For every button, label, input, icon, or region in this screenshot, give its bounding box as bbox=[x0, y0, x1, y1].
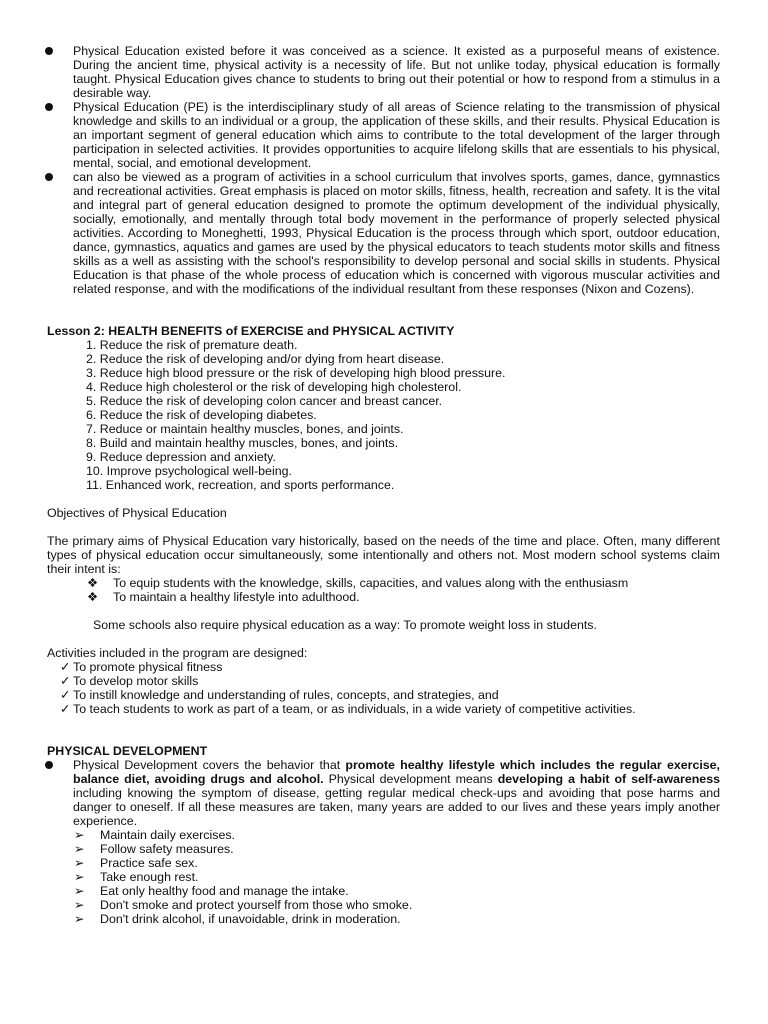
arrow-bullet-icon: ➢ bbox=[74, 898, 85, 912]
list-item: 7. Reduce or maintain healthy muscles, bones, and joints. bbox=[86, 422, 404, 436]
list-item: 2. Reduce the risk of developing and/or dying from heart disease. bbox=[86, 352, 445, 366]
list-item: 6. Reduce the risk of developing diabetes. bbox=[86, 408, 317, 422]
list-item: ➢ Don't smoke and protect yourself from those who smoke. bbox=[74, 898, 413, 912]
objectives-title: Objectives of Physical Education bbox=[47, 506, 227, 520]
activities-list bbox=[60, 660, 636, 716]
arrow-bullet-icon: ➢ bbox=[74, 842, 85, 856]
list-item: ✓ To promote physical fitness bbox=[60, 660, 223, 674]
activities-intro: Activities included in the program are designed: bbox=[47, 646, 308, 660]
list-item: 5. Reduce the risk of developing colon cancer and breast cancer. bbox=[86, 394, 443, 408]
bullet-dot-icon bbox=[45, 173, 53, 181]
intro-paragraph-3: can also be viewed as a program of activities in a school curriculum that involves sports, games, dance, gymnastics and recreational activities. Great emphasis is placed on motor skills, fitness, health, recreation and safety. It is the vital and integral part of general education designed to promote the optimum development of the individual physically, socially, emotionally, and mentally through total body movement in the performance of properly selected physical activities. According to Moneghetti, 1993, Physical Education is the process through which sport, outdoor education, dance, gymnastics, aquatics and games are used by the physical educators to teach students motor skills and fitness skills as a well as assisting with the school's responsibility to develop personal and social skills in students. Physical Education is that phase of the whole process of education which is concerned with vigorous muscular activities and related response, and with the modifications of the individual resultant from these responses (Nixon and Cozens). bbox=[73, 170, 720, 296]
list-item: ❖ To maintain a healthy lifestyle into adulthood. bbox=[87, 590, 360, 604]
intro-paragraph-2: Physical Education (PE) is the interdisciplinary study of all areas of Science relating to the transmission of physical knowledge and skills to an individual or a group, the application of these skills, and their results. Physical Education is an important segment of general education which aims to contribute to the total development of the larger through participation in selected activities. It provides opportunities to acquire lifelong skills that are essentials to his physical, mental, social, and emotional development. bbox=[73, 100, 720, 170]
arrow-bullet-icon: ➢ bbox=[74, 912, 85, 926]
diamond-bullet-icon: ❖ bbox=[87, 590, 99, 604]
arrow-bullet-icon: ➢ bbox=[74, 884, 85, 898]
list-item: ✓ To teach students to work as part of a team, or as individuals, in a wide variety of competitive activities. bbox=[60, 702, 636, 716]
intro-paragraph-1: Physical Education existed before it was conceived as a science. It existed as a purposeful means of existence. During the ancient time, physical activity is a necessity of life. But not unlike today, physical education is formally taught. Physical Education gives chance to students to bring out their potential or how to respond from a stimulus in a desirable way. bbox=[73, 44, 720, 100]
list-item: ➢ Practice safe sex. bbox=[74, 856, 198, 870]
list-item: ➢ Eat only healthy food and manage the intake. bbox=[74, 884, 349, 898]
bullet-dot-icon bbox=[45, 47, 53, 55]
arrow-bullet-icon: ➢ bbox=[74, 828, 85, 842]
physical-development-paragraph: Physical Development covers the behavior that promote healthy lifestyle which includes the regular exercise, balance diet, avoiding drugs and alcohol. Physical development means developing a habit of self-awareness including knowing the symptom of disease, getting regular medical check-ups and avoiding that pose harms and danger to oneself. If all these measures are taken, many years are added to our lives and these years imply another experience. bbox=[73, 758, 721, 828]
arrow-bullet-icon: ➢ bbox=[74, 856, 85, 870]
list-item: ➢ Maintain daily exercises. bbox=[74, 828, 235, 842]
objectives-list bbox=[87, 576, 628, 604]
check-icon: ✓ bbox=[60, 674, 71, 688]
health-benefits-list bbox=[86, 338, 505, 492]
physical-development-list bbox=[74, 828, 412, 926]
list-item: ➢ Take enough rest. bbox=[74, 870, 199, 884]
list-item: 1. Reduce the risk of premature death. bbox=[86, 338, 298, 352]
list-item: 3. Reduce high blood pressure or the risk of developing high blood pressure. bbox=[86, 366, 506, 380]
list-item: ➢ Follow safety measures. bbox=[74, 842, 234, 856]
objectives-paragraph: The primary aims of Physical Education vary historically, based on the needs of the time and place. Often, many different types of physical education occur simultaneously, some intentionally and others not. Most modern school systems claim their intent is: bbox=[47, 534, 720, 576]
list-item: 10. Improve psychological well-being. bbox=[86, 464, 292, 478]
physical-development-heading: PHYSICAL DEVELOPMENT bbox=[47, 744, 208, 758]
check-icon: ✓ bbox=[60, 660, 71, 674]
diamond-bullet-icon: ❖ bbox=[87, 576, 99, 590]
list-item: 9. Reduce depression and anxiety. bbox=[86, 450, 276, 464]
list-item: 11. Enhanced work, recreation, and sports performance. bbox=[86, 478, 395, 492]
objectives-note: Some schools also require physical education as a way: To promote weight loss in students. bbox=[93, 618, 597, 632]
lesson2-heading: Lesson 2: HEALTH BENEFITS of EXERCISE and PHYSICAL ACTIVITY bbox=[47, 324, 455, 338]
list-item: ➢ Don't drink alcohol, if unavoidable, drink in moderation. bbox=[74, 912, 401, 926]
bullet-dot-icon bbox=[45, 761, 53, 769]
check-icon: ✓ bbox=[60, 702, 71, 716]
check-icon: ✓ bbox=[60, 688, 71, 702]
list-item: ✓ To instill knowledge and understanding of rules, concepts, and strategies, and bbox=[60, 688, 499, 702]
list-item: ❖ To equip students with the knowledge, skills, capacities, and values along with the enthusiasm bbox=[87, 576, 629, 590]
list-item: 8. Build and maintain healthy muscles, bones, and joints. bbox=[86, 436, 399, 450]
list-item: ✓ To develop motor skills bbox=[60, 674, 199, 688]
bullet-dot-icon bbox=[45, 103, 53, 111]
list-item: 4. Reduce high cholesterol or the risk of developing high cholesterol. bbox=[86, 380, 462, 394]
arrow-bullet-icon: ➢ bbox=[74, 870, 85, 884]
